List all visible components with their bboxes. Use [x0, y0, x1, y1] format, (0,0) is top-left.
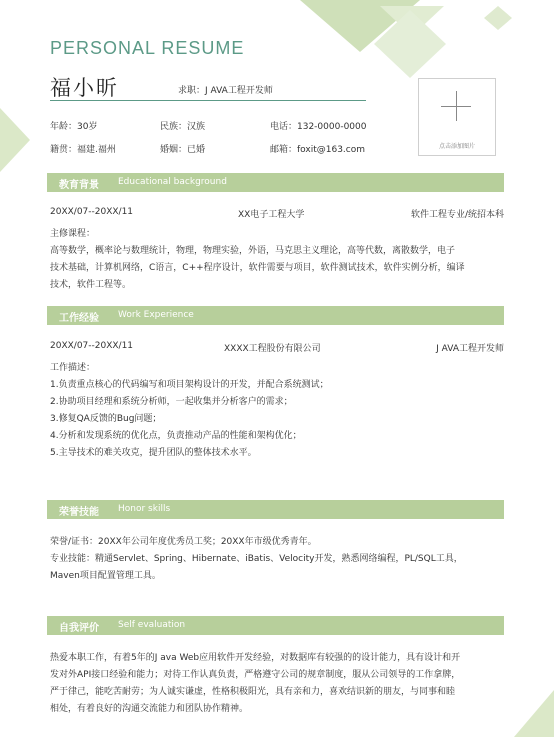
- work-period: 20XX/07--20XX/11: [50, 341, 134, 351]
- marital-info: 婚姻：已婚: [160, 145, 206, 155]
- self-line: 发对外API接口经验和能力；对待工作认真负责，严格遵守公司的规章制度，服从公司领导的工作拿牌，: [50, 670, 461, 680]
- name-underline: [50, 100, 366, 101]
- plus-icon-vertical: [456, 91, 457, 121]
- section-header-education: [47, 173, 504, 192]
- section-header-self: [47, 616, 504, 635]
- photo-placeholder[interactable]: [418, 78, 496, 156]
- work-details: [50, 360, 506, 462]
- work-line: 1.负责重点核心的代码编写和项目架构设计的开发，并配合系统测试；: [50, 380, 329, 390]
- work-line: 3.修复QA反馈的Bug问题；: [50, 414, 162, 424]
- age-info: 年龄：30岁: [50, 122, 98, 132]
- section-header-honor: [47, 500, 504, 519]
- resume-title: PERSONAL RESUME: [50, 38, 245, 58]
- job-objective: 求职：J AVA工程开发师: [178, 86, 273, 96]
- honor-line: Maven项目配置管理工具。: [50, 571, 161, 581]
- honor-line: 荣誉/证书：20XX年公司年度优秀员工奖；20XX年市级优秀青年。: [50, 537, 317, 547]
- education-line: 高等数学，概率论与数理统计，物理，物理实验，外语，马克思主义理论，高等代数，离散数学，电子: [50, 246, 456, 256]
- self-line: 相处，有着良好的沟通交流能力和团队协作精神。: [50, 704, 249, 714]
- education-school: XX电子工程大学: [238, 210, 305, 220]
- work-line: 工作描述：: [50, 363, 96, 373]
- education-period: 20XX/07--20XX/11: [50, 207, 134, 217]
- honor-details: [50, 534, 506, 585]
- education-line: 技术，软件工程等。: [50, 280, 132, 290]
- section-title-zh: 教育背景: [59, 180, 99, 191]
- ethnicity-info: 民族：汉族: [160, 122, 206, 132]
- email-info: 邮箱：foxit@163.com: [270, 145, 366, 155]
- top-right-diamond: [484, 6, 512, 30]
- work-row: [50, 341, 504, 353]
- section-title-en: Educational background: [118, 177, 227, 187]
- work-line: 4.分析和发现系统的优化点，负责推动产品的性能和架构优化；: [50, 431, 302, 441]
- work-line: 5.主导技术的难关攻克，提升团队的整体技术水平。: [50, 448, 257, 458]
- self-details: [50, 650, 506, 718]
- education-line: 主修课程：: [50, 229, 96, 239]
- photo-caption: 点击添加图片: [438, 143, 475, 150]
- section-title-en: Self evaluation: [118, 620, 186, 630]
- section-title-en: Honor skills: [118, 504, 171, 514]
- self-line: 严于律己，能吃苦耐劳；为人诚实谦虚，性格积极阳光，具有亲和力，喜欢结识新的朋友，与同事和睦: [50, 687, 456, 697]
- education-line: 技术基础，计算机网络，C语言，C++程序设计，软件需要与项目，软件测试技术，软件实例分析，编译: [50, 263, 465, 273]
- work-line: 2.协助项目经理和系统分析师，一起收集并分析客户的需求；: [50, 397, 293, 407]
- bottom-right-triangle: [514, 690, 554, 737]
- work-company: XXXX工程股份有限公司: [224, 344, 321, 354]
- honor-line: 专业技能：精通Servlet、Spring、Hibernate、iBatis、Velocity开发，熟悉网络编程，PL/SQL工具，: [50, 554, 463, 564]
- section-title-zh: 自我评价: [59, 623, 99, 634]
- education-major: 软件工程专业/统招本科: [410, 210, 504, 220]
- self-line: 热爱本职工作，有着5年的J ava Web应用软件开发经验，对数据库有较强的的设计能力，具有设计和开: [50, 653, 461, 663]
- education-details: [50, 226, 506, 294]
- section-title-en: Work Experience: [118, 310, 194, 320]
- education-row: [50, 207, 504, 219]
- left-triangle: [0, 108, 30, 172]
- section-title-zh: 荣誉技能: [59, 507, 99, 518]
- section-header-work: [47, 306, 504, 325]
- person-name: 福小昕: [50, 76, 119, 100]
- phone-info: 电话：132-0000-0000: [270, 122, 367, 132]
- work-position: J AVA工程开发师: [436, 344, 504, 354]
- section-title-zh: 工作经验: [59, 313, 99, 324]
- origin-info: 籍贯：福建.福州: [50, 145, 116, 155]
